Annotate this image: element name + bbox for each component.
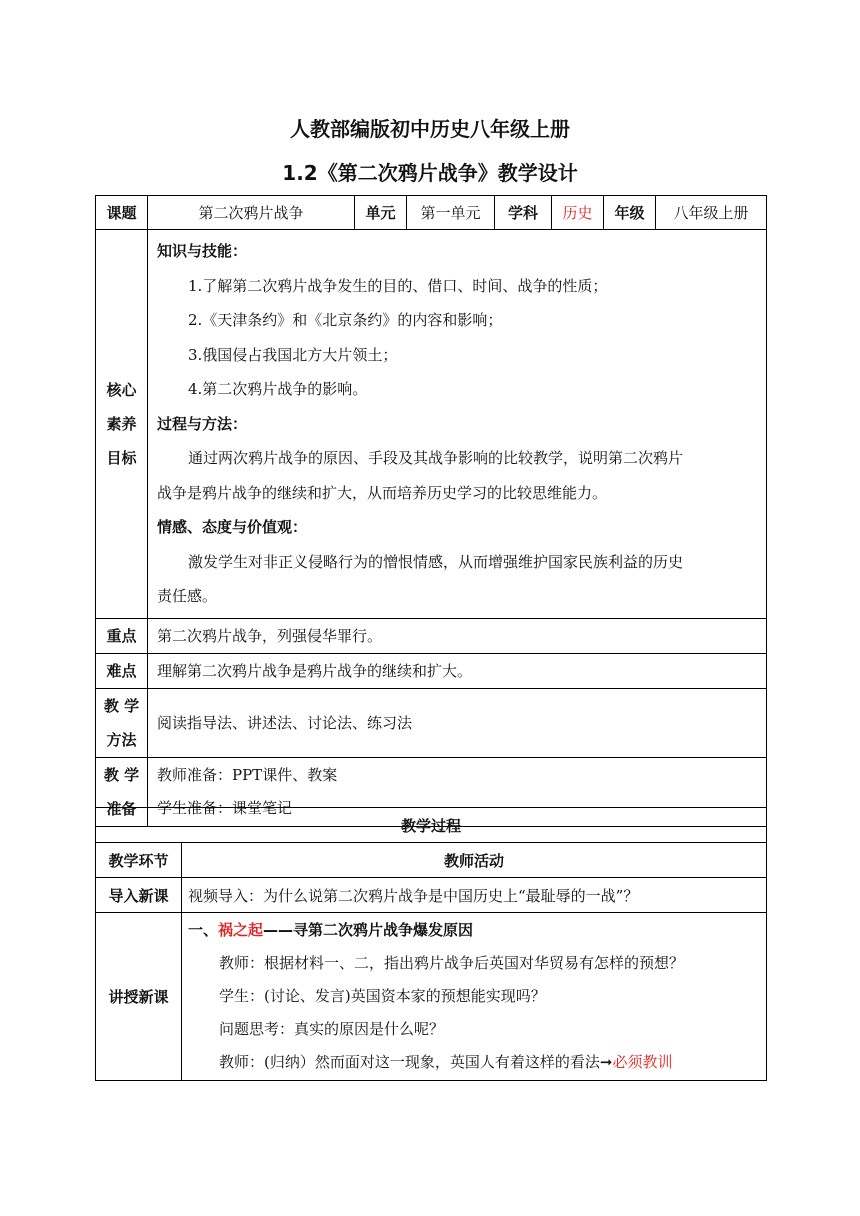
stage-column-header: 教学环节 <box>96 843 182 878</box>
teaching-process-table <box>95 807 767 1081</box>
grade-value: 八年级上册 <box>656 196 767 230</box>
subject-label: 学科 <box>495 196 552 230</box>
process-header-row <box>96 808 767 843</box>
info-row <box>96 196 767 230</box>
process-text: 通过两次鸦片战争的原因、手段及其战争影响的比较教学，说明第二次鸦片 <box>188 449 684 467</box>
teaching-line: 学生：(讨论、发言)英国资本家的预想能实现吗？ <box>219 987 546 1005</box>
teacher-preparation: 教师准备：PPT课件、教案 <box>157 765 338 784</box>
unit-value: 第一单元 <box>407 196 495 230</box>
intro-row <box>96 878 767 913</box>
emphasis-text: 必须教训 <box>612 1053 673 1071</box>
activity-column-header: 教师活动 <box>182 843 767 878</box>
unit-label: 单元 <box>355 196 407 230</box>
goals-row <box>96 230 767 619</box>
emotion-heading: 情感、态度与价值观： <box>157 518 308 536</box>
section-heading: 一、祸之起——寻第二次鸦片战争爆发原因 <box>188 921 474 939</box>
knowledge-item: 3.俄国侵占我国北方大片领土； <box>188 345 398 364</box>
teaching-content <box>182 913 767 1081</box>
difficulty-value: 理解第二次鸦片战争是鸦片战争的继续和扩大。 <box>148 653 767 688</box>
key-point-value: 第二次鸦片战争，列强侵华罪行。 <box>148 618 767 653</box>
document-title: 人教部编版初中历史八年级上册 <box>290 117 570 141</box>
goals-label: 核心 素养 目标 <box>96 230 148 619</box>
section-keyword: 祸之起 <box>218 921 264 939</box>
intro-text: 视频导入：为什么说第二次鸦片战争是中国历史上“最耻辱的一战”？ <box>182 878 767 913</box>
subject-value: 历史 <box>552 196 604 230</box>
intro-stage: 导入新课 <box>96 878 182 913</box>
grade-label: 年级 <box>604 196 656 230</box>
lesson-info-table <box>95 195 767 827</box>
methods-row <box>96 688 767 757</box>
process-heading: 过程与方法： <box>157 414 248 433</box>
emotion-text: 责任感。 <box>157 587 218 605</box>
process-text: 战争是鸦片战争的继续和扩大，从而培养历史学习的比较思维能力。 <box>157 483 608 502</box>
teaching-line: 问题思考：真实的原因是什么呢？ <box>219 1020 445 1038</box>
arrow-icon: ➞ <box>599 1053 613 1071</box>
knowledge-item: 1.了解第二次鸦片战争发生的目的、借口、时间、战争的性质； <box>188 276 608 295</box>
process-header: 教学过程 <box>96 808 767 843</box>
teaching-line: 教师：根据材料一、二，指出鸦片战争后英国对华贸易有怎样的预想？ <box>219 954 685 972</box>
goals-content <box>148 230 767 619</box>
methods-value: 阅读指导法、讲述法、讨论法、练习法 <box>148 688 767 757</box>
key-point-label: 重点 <box>96 618 148 653</box>
knowledge-item: 4.第二次鸦片战争的影响。 <box>188 380 368 398</box>
knowledge-item: 2.《天津条约》和《北京条约》的内容和影响； <box>188 311 503 329</box>
knowledge-heading: 知识与技能： <box>157 242 248 260</box>
teaching-line-last: 教师：(归纳）然而面对这一现象，英国人有着这样的看法➞必须教训 <box>219 1053 673 1071</box>
course-label: 课题 <box>96 196 148 230</box>
difficulty-label: 难点 <box>96 653 148 688</box>
column-header-row <box>96 843 767 878</box>
course-value: 第二次鸦片战争 <box>148 196 355 230</box>
teaching-row <box>96 913 767 1081</box>
difficulty-row <box>96 653 767 688</box>
emotion-text: 激发学生对非正义侵略行为的憎恨情感，从而增强维护国家民族利益的历史 <box>188 552 684 571</box>
teaching-stage: 讲授新课 <box>96 913 182 1081</box>
document-subtitle: 1.2《第二次鸦片战争》教学设计 <box>282 161 578 185</box>
student-preparation: 学生准备：课堂笔记 <box>157 798 293 817</box>
preparation-label: 教 学 准备 <box>96 757 148 826</box>
methods-label: 教 学 方法 <box>96 688 148 757</box>
key-point-row <box>96 618 767 653</box>
